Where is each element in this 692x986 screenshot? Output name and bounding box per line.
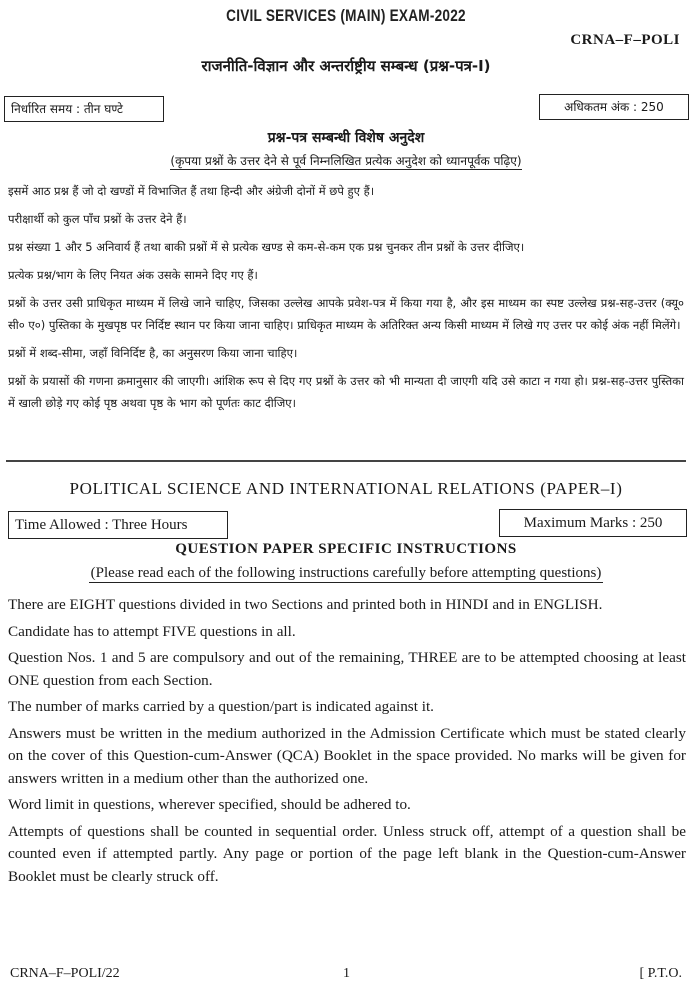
hindi-instruction: प्रश्नों के प्रयासों की गणना क्रमानुसार की जाएगी। आंशिक रूप से दिए गए प्रश्नों के उत्तर को भी मान्यता दी जाएगी यदि उसे काटा न गया हो। प्रश्न-सह-उत्तर पुस्तिका में खाली छोड़े गए कोई पृष्ठ अथवा पृष्ठ के भाग को पूर्णतः काट दीजिए।: [8, 374, 684, 410]
hindi-instruction: प्रश्न संख्या 1 और 5 अनिवार्य हैं तथा बाकी प्रश्नों में से प्रत्येक खण्ड से कम-से-कम एक प्रश्न चुनकर तीन प्रश्नों के उत्तर दीजिए।: [8, 240, 525, 254]
english-instruction: The number of marks carried by a question/part is indicated against it.: [8, 698, 434, 715]
hindi-instruction: प्रश्नों के उत्तर उसी प्राधिकृत माध्यम में लिखे जाने चाहिए, जिसका उल्लेख आपके प्रवेश-पत्र में किया गया है, और इस माध्यम का स्पष्ट उल्लेख प्रश्न-सह-उत्तर (क्यू० सी० ए०) पुस्तिका के मुखपृष्ठ पर निर्दिष्ट स्थान पर किया जाना चाहिए। प्राधिकृत माध्यम के अतिरिक्त अन्य किसी माध्यम में लिखे गए उत्तर पर कोई अंक नहीं मिलेंगे।: [8, 296, 684, 332]
english-instruction: Word limit in questions, wherever specified, should be adhered to.: [8, 796, 411, 813]
hindi-instruction: प्रत्येक प्रश्न/भाग के लिए नियत अंक उसके सामने दिए गए हैं।: [8, 268, 258, 282]
hindi-instructions-subheading: (कृपया प्रश्नों के उत्तर देने से पूर्व निम्नलिखित प्रत्येक अनुदेश को ध्यानपूर्वक पढ़िए): [170, 154, 522, 168]
hindi-instruction: परीक्षार्थी को कुल पाँच प्रश्नों के उत्तर देने हैं।: [8, 212, 187, 226]
pto-marker: [ P.T.O.: [639, 966, 682, 981]
section-divider: [6, 460, 686, 462]
english-instruction: Question Nos. 1 and 5 are compulsory and out of the remaining, THREE are to be attempted choosing at least ONE question from each Section.: [8, 649, 686, 689]
exam-title: CIVIL SERVICES (MAIN) EXAM-2022: [226, 6, 466, 25]
english-subject-title: POLITICAL SCIENCE AND INTERNATIONAL RELATIONS (PAPER–I): [69, 479, 623, 498]
english-instruction: Candidate has to attempt FIVE questions in all.: [8, 622, 296, 640]
hindi-subject-title: राजनीति-विज्ञान और अन्तर्राष्ट्रीय सम्बन्ध (प्रश्न-पत्र-I): [201, 57, 491, 75]
english-instruction: Answers must be written in the medium authorized in the Admission Certificate which must be stated clearly on the cover of this Question-cum-Answer (QCA) Booklet in the space provided. No marks will be given for answers written in a medium other than the authorized one.: [8, 724, 686, 787]
page-number: 1: [343, 966, 350, 981]
hindi-max-marks-box: अधिकतम अंक : 250: [539, 94, 689, 120]
english-instructions-heading: QUESTION PAPER SPECIFIC INSTRUCTIONS: [175, 541, 517, 557]
english-instruction: Attempts of questions shall be counted in sequential order. Unless struck off, attempt of a question shall be counted even if attempted partly. Any page or portion of the page left blank in the Question-cum-Answer Booklet must be clearly struck off.: [8, 822, 686, 885]
paper-code: CRNA–F–POLI: [570, 32, 680, 48]
max-marks-box: Maximum Marks : 250: [499, 509, 687, 537]
hindi-instruction: प्रश्नों में शब्द-सीमा, जहाँ विनिर्दिष्ट है, का अनुसरण किया जाना चाहिए।: [8, 346, 298, 360]
footer-paper-code: CRNA–F–POLI/22: [10, 966, 120, 981]
english-instructions-subheading: (Please read each of the following instructions carefully before attempting questions): [90, 565, 602, 581]
english-instructions-list: [8, 594, 686, 892]
hindi-time-box: निर्धारित समय : तीन घण्टे: [4, 96, 164, 122]
hindi-instructions-list: [8, 180, 684, 420]
hindi-instructions-heading: प्रश्न-पत्र सम्बन्धी विशेष अनुदेश: [267, 130, 425, 146]
time-allowed-box: Time Allowed : Three Hours: [8, 511, 228, 539]
hindi-instruction: इसमें आठ प्रश्न हैं जो दो खण्डों में विभाजित हैं तथा हिन्दी और अंग्रेजी दोनों में छपे हुए हैं।: [8, 184, 375, 198]
english-instruction: There are EIGHT questions divided in two Sections and printed both in HINDI and in ENGLISH.: [8, 596, 603, 613]
